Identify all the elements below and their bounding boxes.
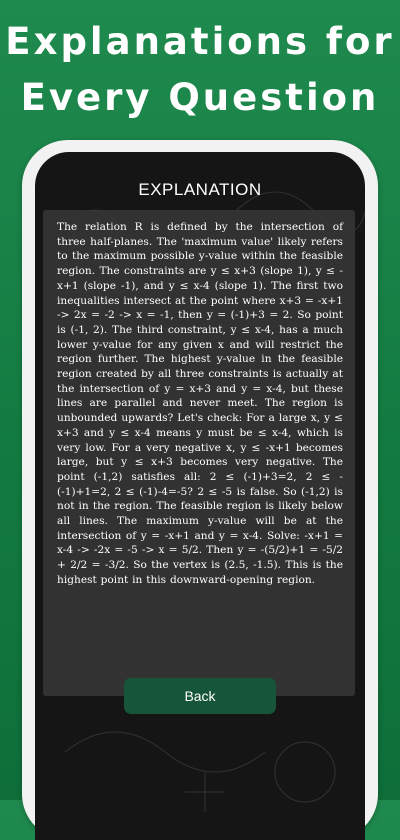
explanation-panel	[43, 210, 355, 696]
promo-title-line1: Explanations for	[5, 20, 395, 63]
phone-frame	[22, 140, 378, 840]
promo-title	[0, 14, 400, 126]
promo-title-line2: Every Question	[20, 76, 380, 119]
screen-title: EXPLANATION	[138, 180, 262, 199]
phone-screen	[35, 152, 365, 840]
back-button[interactable]: Back	[124, 678, 276, 714]
explanation-text: The relation R is defined by the intersection of three half-planes. The 'maximum value' likely refers to the maximum possible y-value within the feasible region. The constraints are y ≤ x+3 (slope 1), y ≤ -x+1 (slope -1), and y ≤ x-4 (slope 1). The first two inequalities intersect at the point where x+3 = -x+1 -> 2x = -2 -> x = -1, then y = (-1)+3 = 2. So point is (-1, 2). The third constraint, y ≤ x-4, has a much lower y-value for any given x and will restrict the region further. The highest y-value in the feasible region created by all three constraints is actually at the intersection of y = x+3 and y = x-4, but these lines are parallel and never meet. The region is unbounded upwards? Let's check: For a large x, y ≤ x+3 and y ≤ x-4 means y must be ≤ x-4, which is very low. For a very negative x, y ≤ -x+1 becomes large, but y ≤ x+3 becomes very negative. The point (-1,2) satisfies all: 2 ≤ (-1)+3=2, 2 ≤ -(-1)+1=2, 2 ≤ (-1)-4=-5? 2 ≤ -5 is false. So (-1,2) is not in the region. The feasible region is likely below all lines. The maximum y-value will be at the intersection of y = -x+1 and y = x-4. Solve: -x+1 = x-4 -> -2x = -5 -> x = 5/2. Then y = -(5/2)+1 = -5/2 + 2/2 = -3/2. So the vertex is (2.5, -1.5). This is the highest point in this downward-opening region.	[57, 221, 343, 586]
